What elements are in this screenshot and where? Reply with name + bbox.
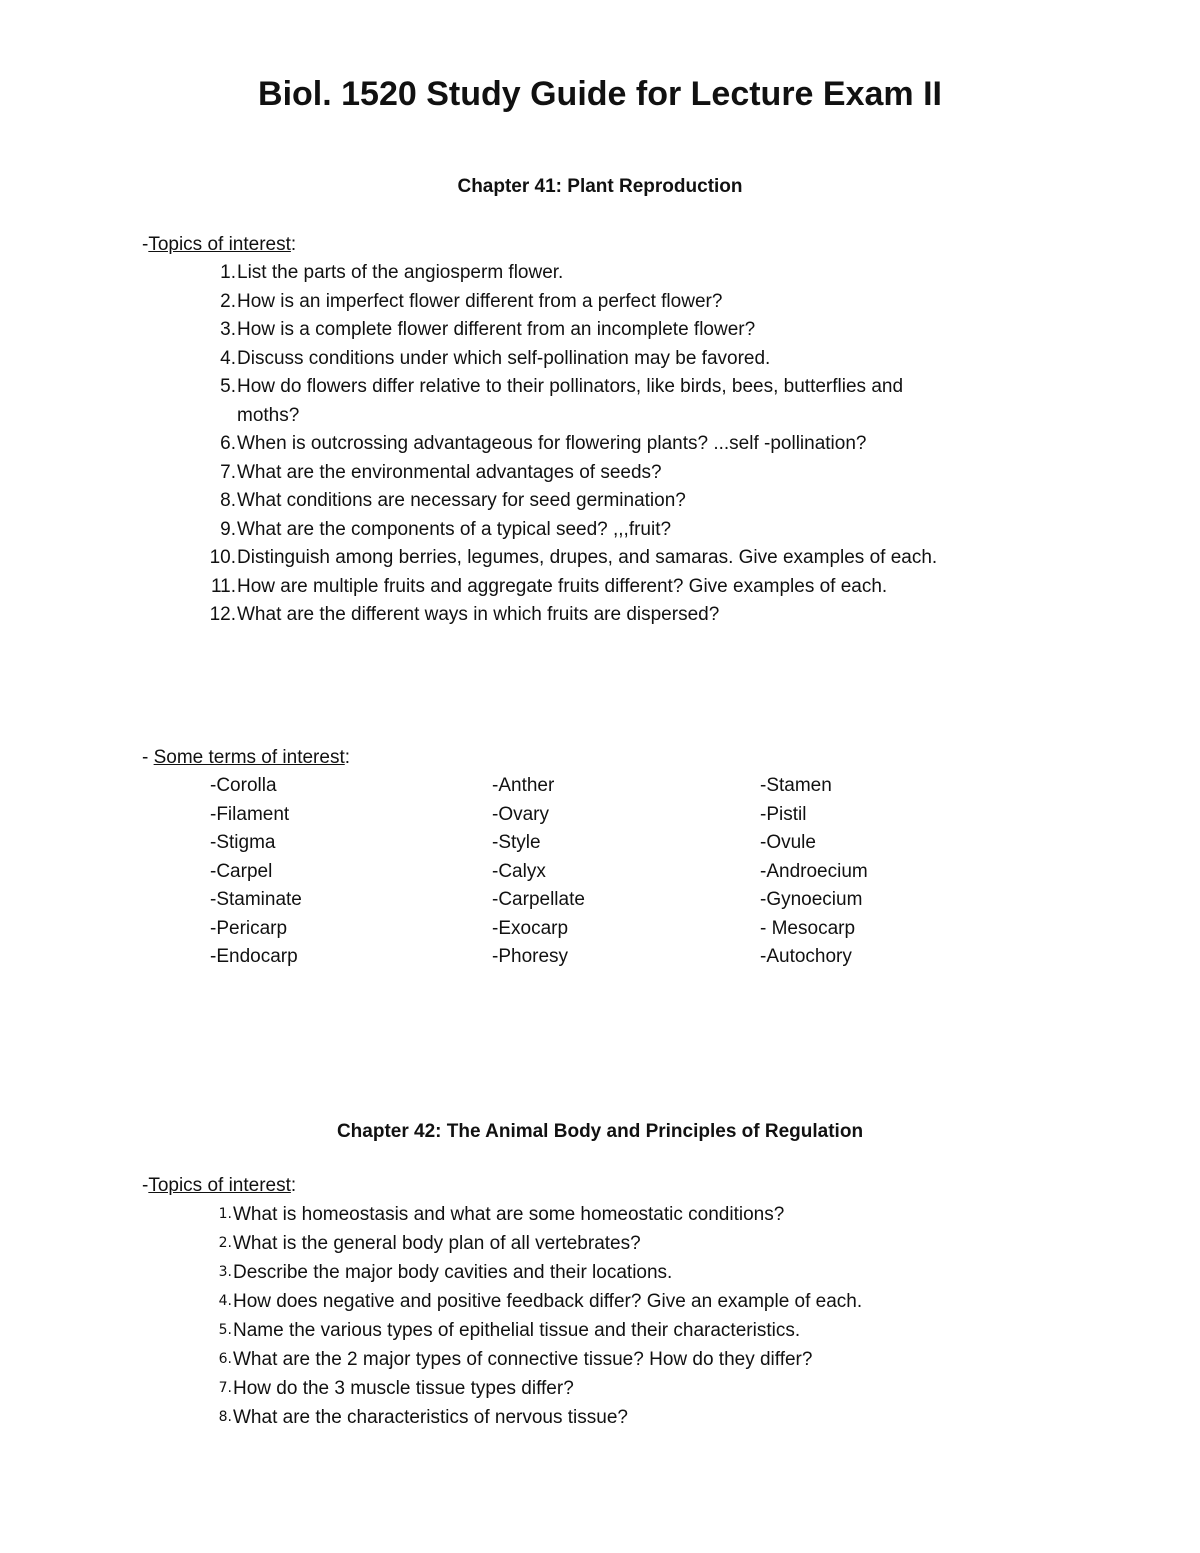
term: -Ovary	[492, 803, 549, 825]
term: -Staminate	[210, 889, 302, 910]
item-number: 6.	[220, 433, 236, 454]
ch41-topics-list	[196, 259, 997, 630]
ch42-topics-label-text: Topics of interest	[148, 1175, 291, 1196]
list-item	[196, 459, 997, 488]
item-text: What are the environmental advantages of seeds?	[237, 461, 662, 483]
item-number: 3.	[220, 319, 236, 340]
term: -Pistil	[760, 803, 807, 825]
item-text: What are the characteristics of nervous tissue?	[233, 1407, 628, 1428]
ch41-terms-grid	[210, 772, 990, 972]
item-text: How does negative and positive feedback differ? Give an example of each.	[233, 1291, 863, 1312]
item-text: How is a complete flower different from an incomplete flower?	[237, 319, 756, 340]
item-text: How is an imperfect flower different from a perfect flower?	[237, 290, 723, 312]
list-item	[196, 1287, 993, 1316]
term: -Gynoecium	[760, 889, 863, 910]
term: -Stigma	[210, 832, 276, 853]
ch42-topics-list	[196, 1200, 993, 1432]
list-item	[196, 601, 997, 630]
list-item	[196, 373, 997, 430]
term: -Stamen	[760, 775, 832, 796]
term: -Carpel	[210, 860, 273, 882]
term: -Ovule	[760, 832, 816, 853]
list-item	[196, 1403, 993, 1432]
term: -Filament	[210, 803, 290, 825]
list-item	[196, 487, 997, 516]
item-number: 7.	[218, 1380, 232, 1396]
chapter-42-heading: Chapter 42: The Animal Body and Principles of Regulation	[336, 1121, 864, 1142]
list-item	[196, 1229, 993, 1258]
item-text: What are the components of a typical seed? ,,,fruit?	[237, 518, 672, 540]
term: -Androecium	[760, 860, 868, 882]
item-text: What are the 2 major types of connective tissue? How do they differ?	[233, 1349, 813, 1370]
term: -Endocarp	[210, 946, 298, 967]
item-number: 4.	[218, 1293, 232, 1309]
term: -Style	[492, 832, 541, 853]
item-number: 10.	[209, 547, 236, 568]
item-text: Describe the major body cavities and their locations.	[233, 1262, 673, 1283]
ch41-terms-label	[142, 744, 350, 772]
term: -Corolla	[210, 775, 277, 796]
list-item	[196, 1258, 993, 1287]
item-number: 6.	[218, 1351, 232, 1367]
item-number: 9.	[220, 518, 236, 540]
item-number: 1.	[220, 262, 236, 283]
ch42-topics-prefix: -	[142, 1175, 149, 1196]
ch41-terms-label-text: Some terms of interest	[153, 747, 345, 768]
term: -Autochory	[760, 946, 852, 967]
item-text: How do the 3 muscle tissue types differ?	[233, 1378, 574, 1399]
list-item	[196, 1200, 993, 1229]
list-item	[196, 516, 997, 545]
term: -Calyx	[492, 860, 546, 882]
ch41-terms-suffix: :	[344, 747, 351, 768]
ch41-topics-prefix: -	[142, 234, 149, 255]
list-item	[196, 1345, 993, 1374]
term: -Anther	[492, 775, 555, 796]
list-item	[196, 430, 997, 459]
item-text: List the parts of the angiosperm flower.	[237, 262, 564, 283]
ch41-topics-suffix: :	[290, 234, 297, 255]
item-number: 1.	[218, 1206, 232, 1222]
item-number: 5.	[220, 376, 236, 397]
item-text: Name the various types of epithelial tissue and their characteristics.	[233, 1320, 801, 1341]
item-text: How do flowers differ relative to their pollinators, like birds, bees, butterflies and moths?	[237, 376, 904, 426]
item-text: What are the different ways in which fruits are dispersed?	[237, 604, 720, 625]
list-item	[196, 345, 997, 374]
item-text: Discuss conditions under which self-pollination may be favored.	[237, 347, 771, 369]
document-title: Biol. 1520 Study Guide for Lecture Exam II	[258, 75, 942, 113]
list-item	[196, 259, 997, 288]
ch42-topics-suffix: :	[290, 1175, 297, 1196]
item-number: 3.	[218, 1264, 232, 1280]
list-item	[196, 316, 997, 345]
item-text: What is homeostasis and what are some homeostatic conditions?	[233, 1204, 785, 1225]
ch42-topics-label	[142, 1172, 296, 1200]
ch41-topics-label	[142, 231, 296, 259]
item-number: 8.	[218, 1409, 232, 1425]
chapter-41-heading: Chapter 41: Plant Reproduction	[457, 176, 743, 197]
term: -Pericarp	[210, 917, 288, 939]
item-number: 2.	[220, 290, 236, 312]
item-number: 11.	[210, 575, 236, 597]
item-text: Distinguish among berries, legumes, drupes, and samaras. Give examples of each.	[237, 547, 938, 568]
list-item	[196, 288, 997, 317]
item-number: 7.	[220, 461, 236, 483]
item-number: 8.	[220, 490, 236, 511]
list-item	[196, 1316, 993, 1345]
item-text: How are multiple fruits and aggregate fruits different? Give examples of each.	[237, 575, 888, 597]
item-number: 2.	[218, 1235, 232, 1251]
term: -Exocarp	[492, 917, 569, 939]
item-text: What is the general body plan of all vertebrates?	[233, 1233, 641, 1254]
item-number: 5.	[218, 1322, 232, 1338]
term: - Mesocarp	[760, 917, 856, 939]
item-text: What conditions are necessary for seed germination?	[237, 490, 686, 511]
term: -Phoresy	[492, 946, 569, 967]
ch41-terms-prefix: -	[142, 747, 154, 768]
item-text: When is outcrossing advantageous for flowering plants? ...self -pollination?	[237, 433, 867, 454]
item-number: 12.	[209, 604, 236, 625]
list-item	[196, 573, 997, 602]
item-number: 4.	[220, 347, 236, 369]
list-item	[196, 1374, 993, 1403]
ch41-topics-label-text: Topics of interest	[148, 234, 291, 255]
term: -Carpellate	[492, 889, 585, 910]
list-item	[196, 544, 997, 573]
